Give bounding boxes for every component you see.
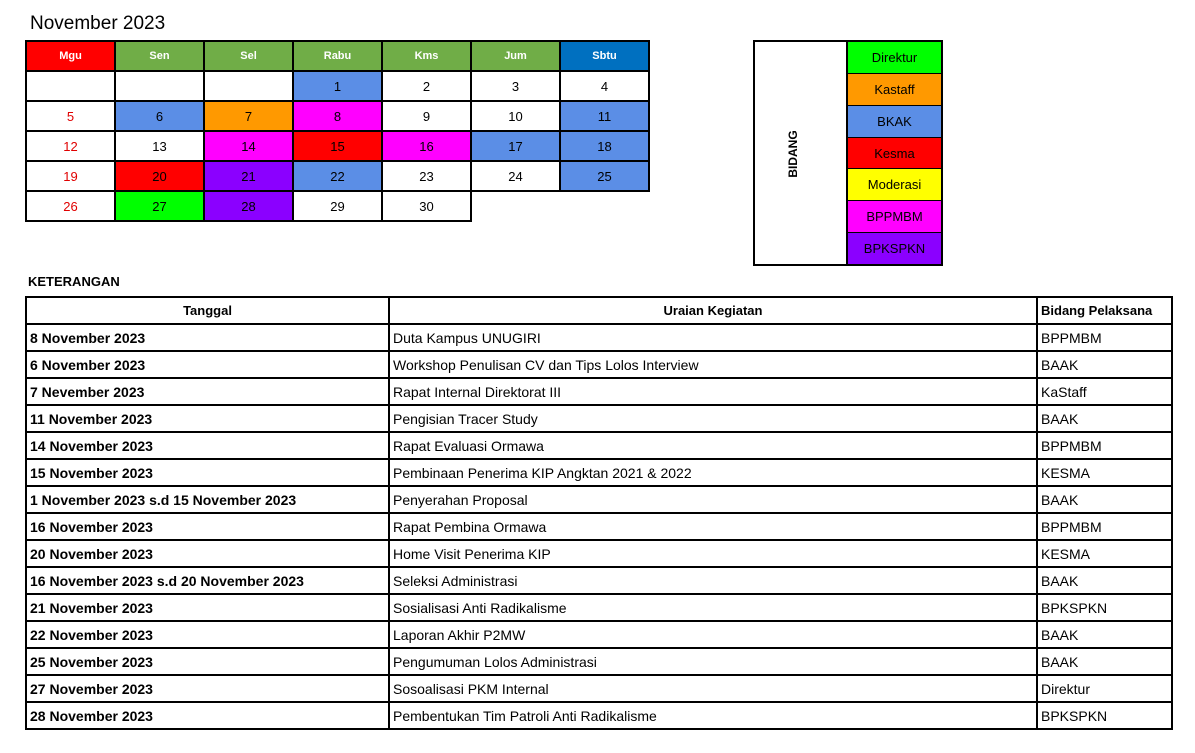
event-bidang: BAAK xyxy=(1037,486,1172,513)
weekday-header-sbtu: Sbtu xyxy=(560,41,649,71)
header-tanggal: Tanggal xyxy=(26,297,389,324)
calendar-day-17: 17 xyxy=(471,131,560,161)
event-bidang: BPKSPKN xyxy=(1037,594,1172,621)
event-date: 14 November 2023 xyxy=(26,432,389,459)
table-row xyxy=(26,432,1172,459)
event-date: 22 November 2023 xyxy=(26,621,389,648)
weekday-header-sel: Sel xyxy=(204,41,293,71)
event-date: 28 November 2023 xyxy=(26,702,389,729)
events-header-row xyxy=(26,297,1172,324)
calendar-day-14: 14 xyxy=(204,131,293,161)
calendar-day-9: 9 xyxy=(382,101,471,131)
table-row xyxy=(26,351,1172,378)
calendar-day-4: 4 xyxy=(560,71,649,101)
calendar-day-26: 26 xyxy=(26,191,115,221)
event-activity: Penyerahan Proposal xyxy=(389,486,1037,513)
calendar-day-8: 8 xyxy=(293,101,382,131)
calendar-week-row xyxy=(26,101,649,131)
table-row xyxy=(26,513,1172,540)
calendar-day-15: 15 xyxy=(293,131,382,161)
calendar-week-row xyxy=(26,71,649,101)
header-bidang-pelaksana: Bidang Pelaksana xyxy=(1037,297,1172,324)
event-date: 8 November 2023 xyxy=(26,324,389,351)
calendar-day-1: 1 xyxy=(293,71,382,101)
table-row xyxy=(26,675,1172,702)
calendar-day-16: 16 xyxy=(382,131,471,161)
legend-item-bppmbm: BPPMBM xyxy=(848,201,941,233)
event-activity: Laporan Akhir P2MW xyxy=(389,621,1037,648)
calendar-day-25: 25 xyxy=(560,161,649,191)
calendar-header-row xyxy=(26,41,649,71)
header-uraian-kegiatan: Uraian Kegiatan xyxy=(389,297,1037,324)
event-activity: Rapat Evaluasi Ormawa xyxy=(389,432,1037,459)
event-date: 6 November 2023 xyxy=(26,351,389,378)
event-bidang: BAAK xyxy=(1037,567,1172,594)
event-activity: Pembentukan Tim Patroli Anti Radikalisme xyxy=(389,702,1037,729)
calendar-day-24: 24 xyxy=(471,161,560,191)
calendar-blank xyxy=(471,191,560,221)
event-bidang: BAAK xyxy=(1037,351,1172,378)
legend-item-kesma: Kesma xyxy=(848,138,941,170)
event-activity: Pengisian Tracer Study xyxy=(389,405,1037,432)
event-date: 15 November 2023 xyxy=(26,459,389,486)
event-bidang: BAAK xyxy=(1037,621,1172,648)
calendar-day-28: 28 xyxy=(204,191,293,221)
event-bidang: KaStaff xyxy=(1037,378,1172,405)
weekday-header-mgu: Mgu xyxy=(26,41,115,71)
weekday-header-sen: Sen xyxy=(115,41,204,71)
event-date: 27 November 2023 xyxy=(26,675,389,702)
calendar-day-11: 11 xyxy=(560,101,649,131)
calendar-day-2: 2 xyxy=(382,71,471,101)
event-activity: Pembinaan Penerima KIP Angktan 2021 & 2022 xyxy=(389,459,1037,486)
calendar-blank xyxy=(560,191,649,221)
table-row xyxy=(26,459,1172,486)
calendar-body xyxy=(26,71,649,221)
calendar-day-18: 18 xyxy=(560,131,649,161)
event-activity: Workshop Penulisan CV dan Tips Lolos Interview xyxy=(389,351,1037,378)
calendar-day-3: 3 xyxy=(471,71,560,101)
event-activity: Seleksi Administrasi xyxy=(389,567,1037,594)
table-row xyxy=(26,702,1172,729)
calendar-day-19: 19 xyxy=(26,161,115,191)
legend-side-label: BIDANG xyxy=(786,130,800,178)
event-date: 21 November 2023 xyxy=(26,594,389,621)
calendar-day-6: 6 xyxy=(115,101,204,131)
calendar-day-13: 13 xyxy=(115,131,204,161)
event-bidang: BAAK xyxy=(1037,405,1172,432)
legend-side-panel xyxy=(753,40,846,266)
event-bidang: KESMA xyxy=(1037,540,1172,567)
event-activity: Sosoalisasi PKM Internal xyxy=(389,675,1037,702)
table-row xyxy=(26,621,1172,648)
table-row xyxy=(26,324,1172,351)
calendar-day-29: 29 xyxy=(293,191,382,221)
event-activity: Rapat Pembina Ormawa xyxy=(389,513,1037,540)
table-row xyxy=(26,405,1172,432)
event-date: 7 Nevember 2023 xyxy=(26,378,389,405)
legend-item-bpkspkn: BPKSPKN xyxy=(848,233,941,264)
calendar-day-7: 7 xyxy=(204,101,293,131)
legend-item-moderasi: Moderasi xyxy=(848,169,941,201)
calendar-day-23: 23 xyxy=(382,161,471,191)
legend-item-direktur: Direktur xyxy=(848,42,941,74)
events-body xyxy=(26,324,1172,729)
calendar-day-5: 5 xyxy=(26,101,115,131)
event-activity: Duta Kampus UNUGIRI xyxy=(389,324,1037,351)
event-date: 11 November 2023 xyxy=(26,405,389,432)
event-bidang: KESMA xyxy=(1037,459,1172,486)
calendar-day-22: 22 xyxy=(293,161,382,191)
keterangan-heading: KETERANGAN xyxy=(28,274,120,289)
legend-item-kastaff: Kastaff xyxy=(848,74,941,106)
events-table xyxy=(25,296,1173,730)
calendar-week-row xyxy=(26,191,649,221)
table-row xyxy=(26,648,1172,675)
event-activity: Sosialisasi Anti Radikalisme xyxy=(389,594,1037,621)
calendar-empty-cell xyxy=(204,71,293,101)
calendar-day-12: 12 xyxy=(26,131,115,161)
legend-item-bkak: BKAK xyxy=(848,106,941,138)
event-bidang: BPKSPKN xyxy=(1037,702,1172,729)
legend-list xyxy=(846,40,943,266)
weekday-header-rabu: Rabu xyxy=(293,41,382,71)
event-date: 16 November 2023 s.d 20 November 2023 xyxy=(26,567,389,594)
calendar-empty-cell xyxy=(115,71,204,101)
table-row xyxy=(26,594,1172,621)
event-activity: Home Visit Penerima KIP xyxy=(389,540,1037,567)
event-activity: Rapat Internal Direktorat III xyxy=(389,378,1037,405)
weekday-header-jum: Jum xyxy=(471,41,560,71)
calendar-day-30: 30 xyxy=(382,191,471,221)
event-activity: Pengumuman Lolos Administrasi xyxy=(389,648,1037,675)
event-bidang: BAAK xyxy=(1037,648,1172,675)
event-bidang: BPPMBM xyxy=(1037,324,1172,351)
calendar-week-row xyxy=(26,131,649,161)
event-bidang: BPPMBM xyxy=(1037,432,1172,459)
calendar-day-21: 21 xyxy=(204,161,293,191)
event-date: 25 November 2023 xyxy=(26,648,389,675)
bidang-legend xyxy=(753,40,943,266)
event-bidang: Direktur xyxy=(1037,675,1172,702)
calendar-day-10: 10 xyxy=(471,101,560,131)
calendar-title: November 2023 xyxy=(30,13,166,34)
table-row xyxy=(26,567,1172,594)
calendar-grid xyxy=(25,40,650,222)
table-row xyxy=(26,486,1172,513)
calendar-day-27: 27 xyxy=(115,191,204,221)
table-row xyxy=(26,540,1172,567)
weekday-header-kms: Kms xyxy=(382,41,471,71)
table-row xyxy=(26,378,1172,405)
event-date: 20 November 2023 xyxy=(26,540,389,567)
calendar-empty-cell xyxy=(26,71,115,101)
calendar-day-20: 20 xyxy=(115,161,204,191)
event-bidang: BPPMBM xyxy=(1037,513,1172,540)
calendar-week-row xyxy=(26,161,649,191)
event-date: 1 November 2023 s.d 15 November 2023 xyxy=(26,486,389,513)
event-date: 16 November 2023 xyxy=(26,513,389,540)
